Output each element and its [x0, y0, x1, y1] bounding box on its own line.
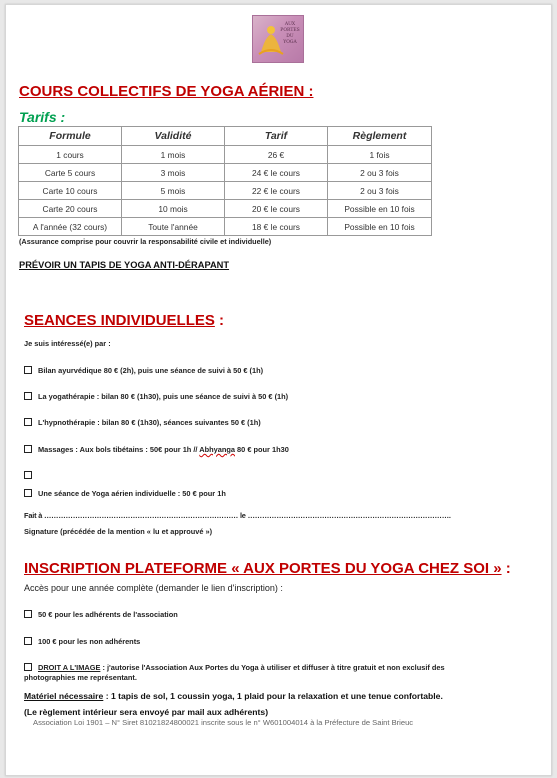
- table-row: [19, 182, 432, 200]
- association-logo: [252, 15, 304, 63]
- column-header-tarif: Tarif: [225, 127, 328, 146]
- table-cell: 1 cours: [19, 146, 122, 164]
- table-cell: Carte 5 cours: [19, 164, 122, 182]
- column-header-validite: Validité: [122, 127, 225, 146]
- tarifs-label: Tarifs :: [19, 109, 66, 125]
- checkbox[interactable]: [24, 663, 32, 671]
- table-cell: Possible en 10 fois: [328, 200, 432, 218]
- signature-line: Signature (précédée de la mention « lu et approuvé »): [24, 527, 213, 536]
- droit-image: DROIT A L'IMAGE : j'autorise l'Association Aux Portes du Yoga à utiliser et diffuser à titre gratuit et non exclusif des: [24, 663, 445, 672]
- checkbox[interactable]: [24, 471, 32, 479]
- fait-a-line: Fait à ……………………………………………………………………… le ………………………………………………………………………….: [24, 511, 451, 520]
- table-row: [19, 200, 432, 218]
- table-row: [19, 218, 432, 236]
- footer: Association Loi 1901 – N° Siret 81021824800021 inscrite sous le n° W601004014 à la Préfecture de Saint Brieuc: [33, 718, 414, 727]
- tapis-note: PRÉVOIR UN TAPIS DE YOGA ANTI-DÉRAPANT: [19, 260, 230, 270]
- checkbox[interactable]: [24, 366, 32, 374]
- assurance-note: (Assurance comprise pour couvrir la responsabilité civile et individuelle): [19, 237, 272, 246]
- table-cell: Possible en 10 fois: [328, 218, 432, 236]
- table-cell: Toute l'année: [122, 218, 225, 236]
- option-yogatherapie: La yogathérapie : bilan 80 € (1h30), puis une séance de suivi à 50 € (1h): [24, 392, 288, 401]
- option-yoga-individuel: Une séance de Yoga aérien individuelle : 50 € pour 1h: [24, 489, 226, 498]
- checkbox[interactable]: [24, 418, 32, 426]
- table-cell: 24 € le cours: [225, 164, 328, 182]
- column-header-reglement: Règlement: [328, 127, 432, 146]
- access-note: Accès pour une année complète (demander le lien d'inscription) :: [24, 583, 283, 593]
- reglement-note: (Le règlement intérieur sera envoyé par mail aux adhérents): [24, 707, 269, 717]
- table-cell: Carte 10 cours: [19, 182, 122, 200]
- table-cell: 1 fois: [328, 146, 432, 164]
- droit-image-continued: photographies me représentant.: [24, 673, 137, 682]
- tarif-table: [18, 126, 432, 236]
- table-cell: Carte 20 cours: [19, 200, 122, 218]
- table-cell: 2 ou 3 fois: [328, 164, 432, 182]
- column-header-formule: Formule: [19, 127, 122, 146]
- table-cell: 1 mois: [122, 146, 225, 164]
- table-cell: 22 € le cours: [225, 182, 328, 200]
- table-row: [19, 146, 432, 164]
- seances-intro: Je suis intéressé(e) par :: [24, 339, 111, 348]
- table-cell: 20 € le cours: [225, 200, 328, 218]
- section-title-cours-collectifs: COURS COLLECTIFS DE YOGA AÉRIEN :: [19, 83, 314, 100]
- option-massages: Massages : Aux bols tibétains : 50€ pour 1h // Abhyanga 80 € pour 1h30: [24, 445, 289, 454]
- section-title-seances: SEANCES INDIVIDUELLES :: [24, 312, 225, 329]
- table-cell: 5 mois: [122, 182, 225, 200]
- checkbox[interactable]: [24, 445, 32, 453]
- table-cell: A l'année (32 cours): [19, 218, 122, 236]
- table-cell: 18 € le cours: [225, 218, 328, 236]
- checkbox[interactable]: [24, 392, 32, 400]
- materiel-necessaire: Matériel nécessaire : 1 tapis de sol, 1 coussin yoga, 1 plaid pour la relaxation et une tenue confortable.: [24, 691, 443, 701]
- table-cell: 26 €: [225, 146, 328, 164]
- option-bilan-ayurvedique: Bilan ayurvédique 80 € (2h), puis une séance de suivi à 50 € (1h): [24, 366, 263, 375]
- table-header-row: [19, 127, 432, 146]
- option-empty: [24, 471, 38, 480]
- table-cell: 10 mois: [122, 200, 225, 218]
- section-title-inscription: INSCRIPTION PLATEFORME « AUX PORTES DU YOGA CHEZ SOI » :: [24, 560, 511, 577]
- option-adherents: 50 € pour les adhérents de l'association: [24, 610, 178, 619]
- option-hypnotherapie: L'hypnothérapie : bilan 80 € (1h30), séances suivantes 50 € (1h): [24, 418, 261, 427]
- checkbox[interactable]: [24, 610, 32, 618]
- table-cell: 2 ou 3 fois: [328, 182, 432, 200]
- logo-text: AUX PORTES DU YOGA: [280, 22, 300, 45]
- table-cell: 3 mois: [122, 164, 225, 182]
- checkbox[interactable]: [24, 489, 32, 497]
- document-page: [5, 4, 552, 776]
- option-non-adherents: 100 € pour les non adhérents: [24, 637, 140, 646]
- checkbox[interactable]: [24, 637, 32, 645]
- table-row: [19, 164, 432, 182]
